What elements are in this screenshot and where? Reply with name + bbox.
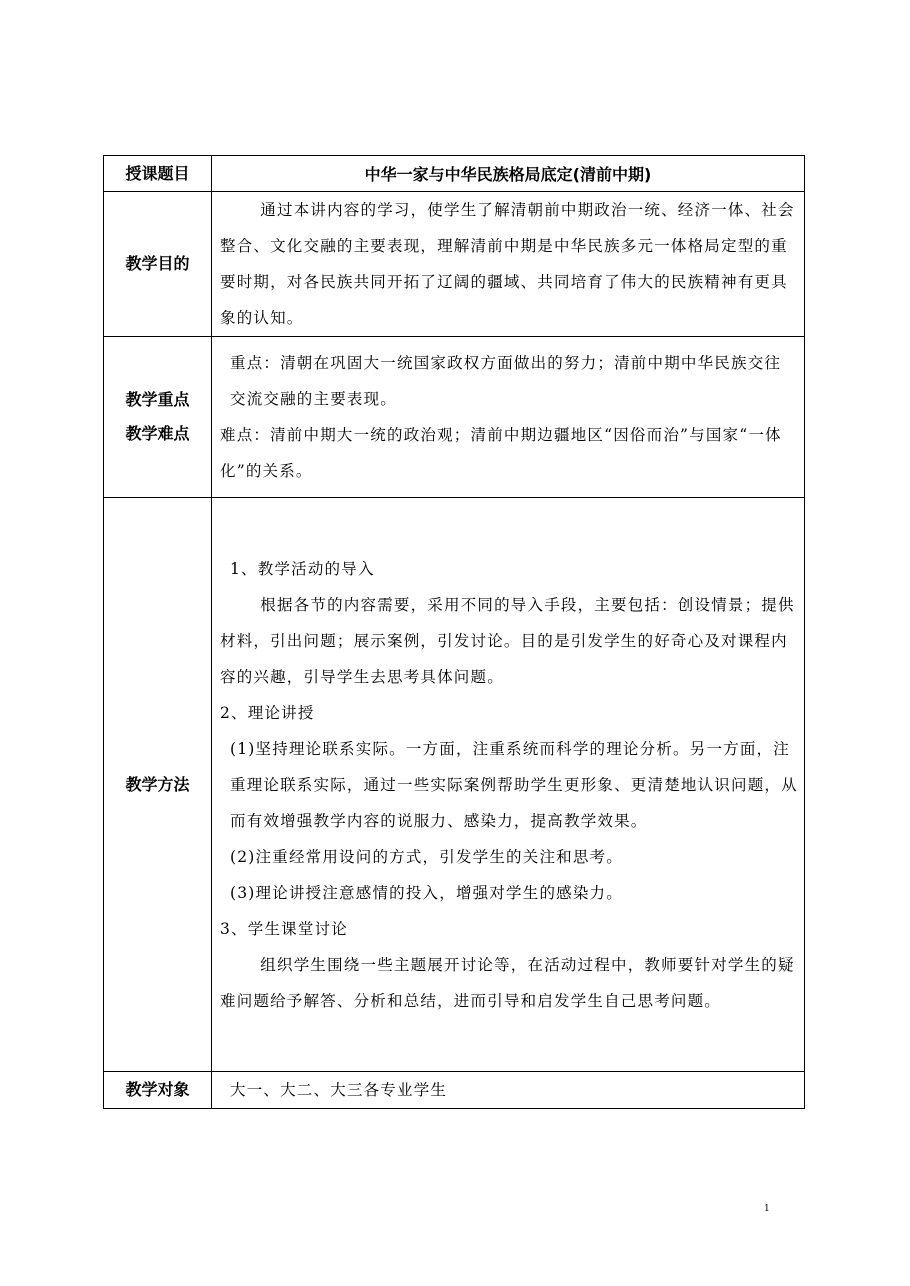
lesson-plan-table	[103, 155, 805, 1109]
method-s1-text: 根据各节的内容需要，采用不同的导入手段，主要包括：创设情景；提供材料，引出问题；展示案例，引发讨论。目的是引发学生的好奇心及对课程内容的兴趣，引导学生去思考具体问题。	[220, 595, 795, 686]
audience-label: 教学对象	[104, 1072, 212, 1109]
method-row	[104, 498, 805, 1072]
method-s3-text: 组织学生围绕一些主题展开讨论等，在活动过程中，教师要针对学生的疑难问题给予解答、分析和总结，进而引导和启发学生自己思考问题。	[220, 955, 795, 1010]
audience-row	[104, 1072, 805, 1109]
difficulty-label: 教学难点	[125, 424, 190, 443]
page-number: 1	[764, 1204, 770, 1214]
method-s2-item3: (3)理论讲授注意感情的投入，增强对学生的感染力。	[230, 883, 623, 902]
focus-row	[104, 337, 805, 498]
method-cell	[212, 498, 805, 1072]
topic-row	[104, 156, 805, 192]
method-s2-heading: 2、理论讲授	[220, 703, 315, 722]
objective-row	[104, 192, 805, 337]
topic-title: 中华一家与中华民族格局底定(清前中期)	[212, 156, 805, 192]
focus-label-cell	[104, 337, 212, 498]
method-s2-item2: (2)注重经常用设问的方式，引发学生的关注和思考。	[230, 847, 623, 866]
key-point-text: 重点：清朝在巩固大一统国家政权方面做出的努力；清前中期中华民族交往交流交融的主要表现。	[230, 354, 782, 408]
audience-cell	[212, 1072, 805, 1109]
method-s1-heading: 1、教学活动的导入	[230, 559, 375, 578]
focus-cell	[212, 337, 805, 498]
topic-label: 授课题目	[104, 156, 212, 192]
objective-cell	[212, 192, 805, 337]
audience-text: 大一、大二、大三各专业学生	[230, 1081, 448, 1099]
key-point-label: 教学重点	[125, 390, 190, 409]
method-s2-item1: (1)坚持理论联系实际。一方面，注重系统而科学的理论分析。另一方面，注重理论联系实际，通过一些实际案例帮助学生更形象、更清楚地认识问题，从而有效增强教学内容的说服力、感染力，提高教学效果。	[230, 739, 798, 830]
objective-label: 教学目的	[104, 192, 212, 337]
method-s3-heading: 3、学生课堂讨论	[220, 919, 348, 938]
method-label: 教学方法	[104, 498, 212, 1072]
difficulty-text: 难点：清前中期大一统的政治观；清前中期边疆地区“因俗而治”与国家“一体化”的关系。	[220, 426, 782, 480]
objective-text: 通过本讲内容的学习，使学生了解清朝前中期政治一统、经济一体、社会整合、文化交融的主要表现，理解清前中期是中华民族多元一体格局定型的重要时期，对各民族共同开拓了辽阔的疆域、共同培育了伟大的民族精神有更具象的认知。	[220, 201, 795, 327]
